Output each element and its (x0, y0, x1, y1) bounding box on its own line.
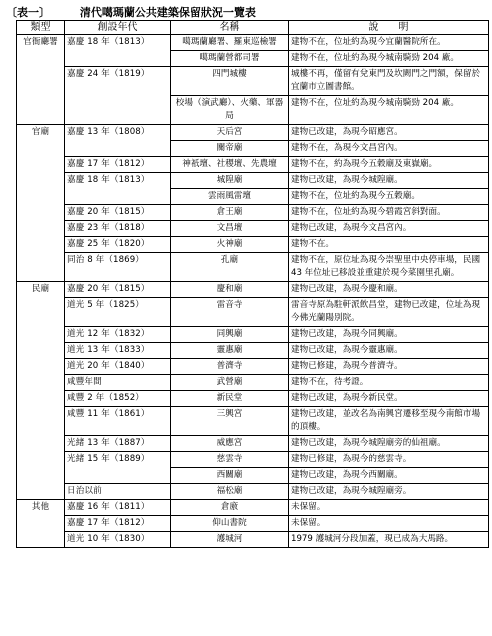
cell-name: 武營廟 (171, 375, 289, 391)
cell-year: 道光 20 年（1840） (65, 359, 171, 375)
cell-name: 威應宮 (171, 436, 289, 452)
table-row (17, 484, 489, 500)
cell-year: 道光 13 年（1833） (65, 343, 171, 359)
cell-description: 建物不在，為現今文昌宮內。 (289, 141, 489, 157)
table-row (17, 253, 489, 282)
cell-name: 孔廟 (171, 253, 289, 282)
cell-description: 建物已改建，為現今西關廟。 (289, 468, 489, 484)
column-header-name: 名稱 (171, 21, 289, 35)
cell-name: 同興廟 (171, 327, 289, 343)
cell-year: 光緒 15 年（1889） (65, 452, 171, 484)
cell-category: 官衙廳署 (17, 35, 65, 125)
table-row (17, 125, 489, 141)
cell-name: 四門城樓 (171, 67, 289, 96)
cell-name: 神祇壇、社稷壇、先農壇 (171, 157, 289, 173)
table-caption (6, 4, 256, 20)
cell-description: 建物已改建，為現今城隍廟旁的仙祖廟。 (289, 436, 489, 452)
cell-year: 嘉慶 18 年（1813） (65, 35, 171, 67)
table-row (17, 205, 489, 221)
cell-name: 護城河 (171, 532, 289, 548)
cell-name: 西關廟 (171, 468, 289, 484)
buildings-table (16, 20, 489, 548)
table-row (17, 237, 489, 253)
table-label: 〔表一〕 (6, 6, 50, 19)
cell-year: 嘉慶 16 年（1811） (65, 500, 171, 516)
cell-year: 道光 12 年（1832） (65, 327, 171, 343)
cell-name: 關帝廟 (171, 141, 289, 157)
cell-year: 日治以前 (65, 484, 171, 500)
cell-description: 建物不在。 (289, 237, 489, 253)
table-row (17, 67, 489, 96)
cell-description: 建物不在，原位址為現今崇聖里中央停車場，民國 43 年位址已移設並重建於現今菜園里孔廟。 (289, 253, 489, 282)
cell-description: 建物已改建，為現今新民堂。 (289, 391, 489, 407)
cell-description: 建物已修建，為現今普濟寺。 (289, 359, 489, 375)
table-row (17, 452, 489, 468)
table-row (17, 298, 489, 327)
cell-description: 未保留。 (289, 500, 489, 516)
column-header-description: 說 明 (289, 21, 489, 35)
cell-description: 建物不在，約為現今五穀廟及東嶽廟。 (289, 157, 489, 173)
cell-name: 文昌壇 (171, 221, 289, 237)
cell-description: 建物不在，位址約為現今五穀廟。 (289, 189, 489, 205)
cell-description: 建物不在，待考證。 (289, 375, 489, 391)
cell-description: 建物已修建，為現今的慈雲寺。 (289, 452, 489, 468)
cell-name: 火神廟 (171, 237, 289, 253)
table-row (17, 532, 489, 548)
cell-name: 靈惠廟 (171, 343, 289, 359)
cell-description: 未保留。 (289, 516, 489, 532)
cell-description: 建物已改建，並改名為南興宮遷移至現今南館市場的頂樓。 (289, 407, 489, 436)
table-row (17, 407, 489, 436)
cell-year: 咸豐年間 (65, 375, 171, 391)
cell-name: 新民堂 (171, 391, 289, 407)
table-row (17, 282, 489, 298)
cell-name: 倉王廟 (171, 205, 289, 221)
cell-name: 福松廟 (171, 484, 289, 500)
table-row (17, 500, 489, 516)
cell-category: 其他 (17, 500, 65, 548)
cell-description: 建物已改建，為現今城隍廟。 (289, 173, 489, 189)
cell-description: 建物不在，位址約為現今城南騎勁 204 廠。 (289, 51, 489, 67)
cell-description: 建物已改建，為現今昭應宮。 (289, 125, 489, 141)
header-row (17, 21, 489, 35)
table-row (17, 221, 489, 237)
cell-category: 民廟 (17, 282, 65, 500)
cell-description: 建物不在，位址約為現今宜蘭醫院所在。 (289, 35, 489, 51)
cell-name: 倉廒 (171, 500, 289, 516)
cell-year: 嘉慶 17 年（1812） (65, 157, 171, 173)
cell-year: 咸豐 2 年（1852） (65, 391, 171, 407)
table-row (17, 343, 489, 359)
cell-year: 嘉慶 24 年（1819） (65, 67, 171, 125)
table-row (17, 391, 489, 407)
cell-name: 天后宮 (171, 125, 289, 141)
cell-name: 慈雲寺 (171, 452, 289, 468)
cell-name: 校場（演武廳）、火藥、軍器局 (171, 96, 289, 125)
cell-name: 城隍廟 (171, 173, 289, 189)
table-row (17, 375, 489, 391)
cell-year: 光緒 13 年（1887） (65, 436, 171, 452)
cell-description: 建物已改建，為現今城隍廟旁。 (289, 484, 489, 500)
table-title: 清代噶瑪蘭公共建築保留狀況一覽表 (79, 6, 256, 19)
cell-year: 嘉慶 13 年（1808） (65, 125, 171, 157)
cell-year: 道光 5 年（1825） (65, 298, 171, 327)
table-row (17, 173, 489, 189)
table-row (17, 327, 489, 343)
cell-name: 普濟寺 (171, 359, 289, 375)
cell-year: 嘉慶 18 年（1813） (65, 173, 171, 205)
cell-description: 建物已改建，為現今同興廟。 (289, 327, 489, 343)
cell-name: 雲雨風雷壇 (171, 189, 289, 205)
cell-name: 三興宮 (171, 407, 289, 436)
cell-description: 雷音寺原為駐軒派飲昌堂，建物已改建，位址為現今佛光蘭陽別院。 (289, 298, 489, 327)
cell-year: 嘉慶 25 年（1820） (65, 237, 171, 253)
cell-name: 慶和廟 (171, 282, 289, 298)
cell-year: 嘉慶 20 年（1815） (65, 282, 171, 298)
cell-year: 嘉慶 17 年（1812） (65, 516, 171, 532)
cell-description: 建物已改建，為現今靈惠廟。 (289, 343, 489, 359)
table-row (17, 35, 489, 51)
cell-name: 噶瑪蘭營都司署 (171, 51, 289, 67)
table-row (17, 436, 489, 452)
cell-year: 咸豐 11 年（1861） (65, 407, 171, 436)
cell-year: 嘉慶 23 年（1818） (65, 221, 171, 237)
table-row (17, 516, 489, 532)
cell-year: 嘉慶 20 年（1815） (65, 205, 171, 221)
cell-description: 建物已改建，為現今文昌宮內。 (289, 221, 489, 237)
cell-description: 建物不在，位址約為現今碧霞宮斜對面。 (289, 205, 489, 221)
cell-name: 雷音寺 (171, 298, 289, 327)
cell-description: 城樓不再，僅留有兌東門及坎闕門之門額，保留於宜蘭市立圖書館。 (289, 67, 489, 96)
cell-year: 道光 10 年（1830） (65, 532, 171, 548)
cell-name: 仰山書院 (171, 516, 289, 532)
table-row (17, 157, 489, 173)
cell-description: 1979 護城河分段加蓋，現已成為大馬路。 (289, 532, 489, 548)
cell-description: 建物不在，位址約為現今城南騎勁 204 廠。 (289, 96, 489, 125)
column-header-year: 創設年代 (65, 21, 171, 35)
cell-category: 官廟 (17, 125, 65, 282)
table-body (17, 35, 489, 548)
column-header-category: 類型 (17, 21, 65, 35)
table-row (17, 359, 489, 375)
cell-description: 建物已改建，為現今慶和廟。 (289, 282, 489, 298)
cell-year: 同治 8 年（1869） (65, 253, 171, 282)
cell-name: 噶瑪蘭廳署、羅東巡檢署 (171, 35, 289, 51)
